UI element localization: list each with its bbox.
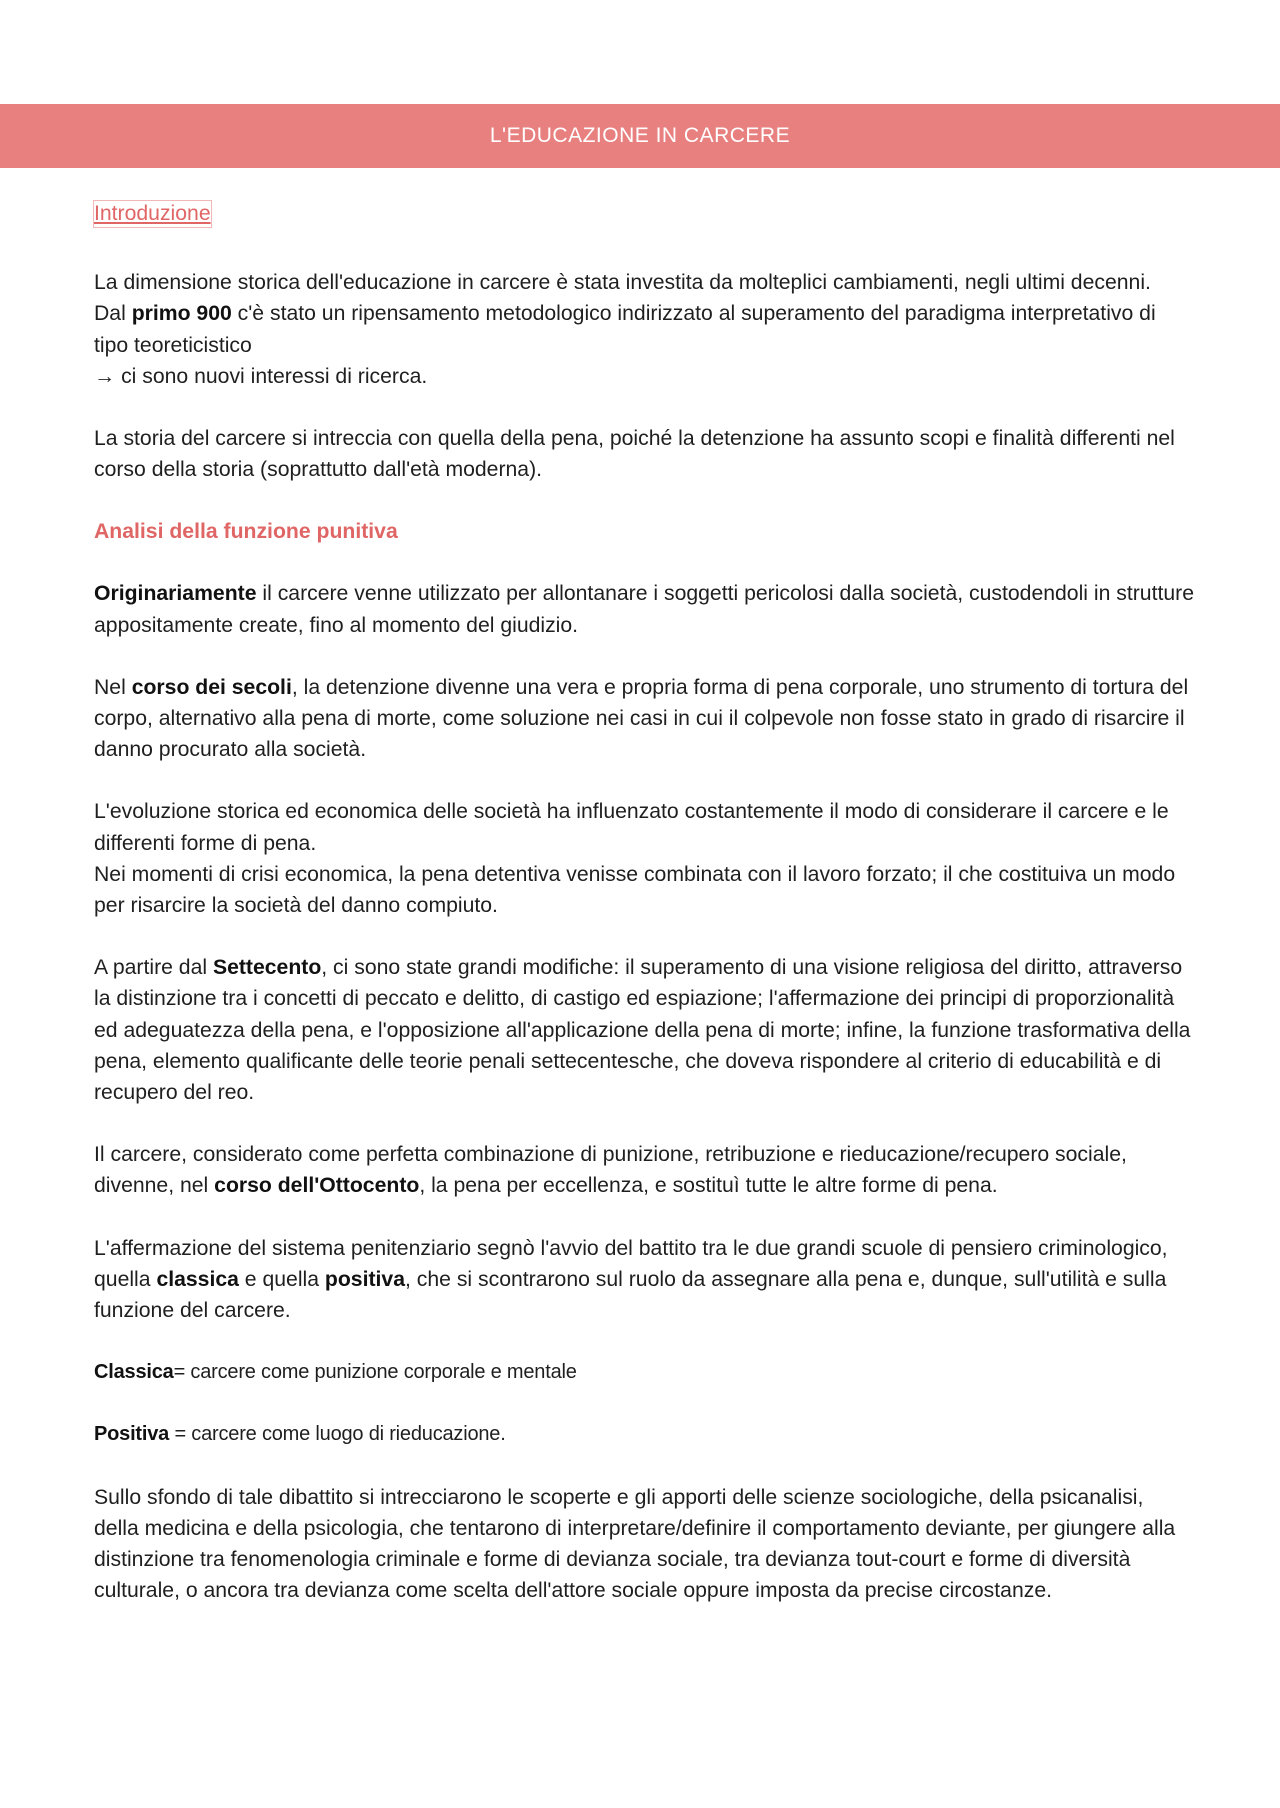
positiva-definition: Positiva = carcere come luogo di rieducazione. [94,1423,506,1446]
intro-paragraph-2: Dal primo 900 c'è stato un ripensamento metodologico indirizzato al superamento del paradigma interpretativo di tipo teoreticistico [94,302,1156,357]
intro-paragraph-3: → ci sono nuovi interessi di ricerca. [94,364,428,388]
analysis-heading: Analisi della funzione punitiva [94,520,398,544]
analysis-paragraph-1: Originariamente il carcere venne utilizzato per allontanare i soggetti pericolosi dalla società, custodendoli in strutture appositamente create, fino al momento del giudizio. [94,582,1194,637]
intro-paragraph-1: La dimensione storica dell'educazione in carcere è stata investita da molteplici cambiamenti, negli ultimi decenni. [94,271,1151,295]
analysis-paragraph-5: A partire dal Settecento, ci sono state grandi modifiche: il superamento di una visione religiosa del diritto, attraverso la distinzione tra i concetti di peccato e delitto, di castigo ed espiazione; l'affermazione dei principi di proporzionalità ed adeguatezza della pena, e l'opposizione all'applicazione della pena di morte; infine, la funzione trasformativa della pena, elemento qualificante delle teorie penali settecentesche, che doveva rispondere al criterio di educabilità e di recupero del reo. [94,956,1191,1105]
title-banner [0,104,1280,168]
intro-paragraph-4: La storia del carcere si intreccia con quella della pena, poiché la detenzione ha assunto scopi e finalità differenti nel corso della storia (soprattutto dall'età moderna). [94,427,1175,482]
analysis-paragraph-6: Il carcere, considerato come perfetta combinazione di punizione, retribuzione e rieducazione/recupero sociale, divenne, nel corso dell'Ottocento, la pena per eccellenza, e sostituì tutte le altre forme di pena. [94,1143,1127,1198]
analysis-paragraph-7: L'affermazione del sistema penitenziario segnò l'avvio del battito tra le due grandi scuole di pensiero criminologico, quella classica e quella positiva, che si scontrarono sul ruolo da assegnare alla pena e, dunque, sull'utilità e sulla funzione del carcere. [94,1236,1168,1323]
analysis-paragraph-2: Nel corso dei secoli, la detenzione divenne una vera e propria forma di pena corporale, uno strumento di tortura del corpo, alternativo alla pena di morte, come soluzione nei casi in cui il colpevole non fosse stato in grado di risarcire il danno procurato alla società. [94,675,1189,762]
analysis-paragraph-8: Sullo sfondo di tale dibattito si intrecciarono le scoperte e gli apporti delle scienze sociologiche, della psicanalisi, della medicina e della psicologia, che tentarono di interpretare/definire il comportamento deviante, per giungere alla distinzione tra fenomenologia criminale e forme di devianza sociale, tra devianza tout-court e forme di diversità culturale, o ancora tra devianza come scelta dell'attore sociale oppure imposta da precise circostanze. [94,1485,1176,1603]
analysis-paragraph-4: Nei momenti di crisi economica, la pena detentiva venisse combinata con il lavoro forzato; il che costituiva un modo per risarcire la società del danno compiuto. [94,862,1176,918]
classica-definition: Classica= carcere come punizione corporale e mentale [94,1361,577,1384]
intro-heading: Introduzione [94,202,211,225]
analysis-paragraph-3: L'evoluzione storica ed economica delle società ha influenzato costantemente il modo di considerare il carcere e le differenti forme di pena. [94,800,1169,855]
page-title: L'EDUCAZIONE IN CARCERE [489,124,791,147]
document-body [94,198,1194,1607]
